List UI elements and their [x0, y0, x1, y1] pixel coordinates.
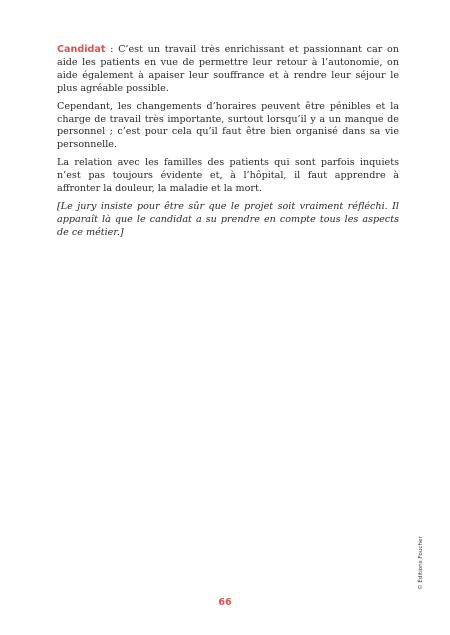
paragraph-3: La relation avec les familles des patients qui sont parfois inquiets n’est pas toujours évidente et, à l’hôpital, il faut apprendre à affronter la douleur, la maladie et la mort. — [57, 157, 399, 195]
copyright-notice: © Éditions Foucher — [418, 536, 424, 590]
speaker-separator: : — [105, 44, 119, 55]
page-number: 66 — [218, 597, 232, 608]
jury-note: [Le jury insiste pour être sûr que le projet soit vraiment réfléchi. Il apparaît là que le candidat a su prendre en compte tous les aspects de ce métier.] — [57, 200, 399, 238]
page-content — [57, 44, 399, 245]
paragraph-1-text: C’est un travail très enrichissant et passionnant car on aide les patients en vue de permettre leur retour à l’autonomie, on aide également à apaiser leur souffrance et à rendre leur séjour le plus agréable possible. — [57, 44, 399, 94]
speaker-label: Candidat — [57, 44, 106, 55]
paragraph-2: Cependant, les changements d’horaires peuvent être pénibles et la charge de travail très importante, surtout lorsqu’il y a un manque de personnel ; c’est pour cela qu’il faut être bien organisé dans sa vie personnelle. — [57, 100, 399, 151]
candidate-answer-paragraph — [57, 44, 399, 96]
